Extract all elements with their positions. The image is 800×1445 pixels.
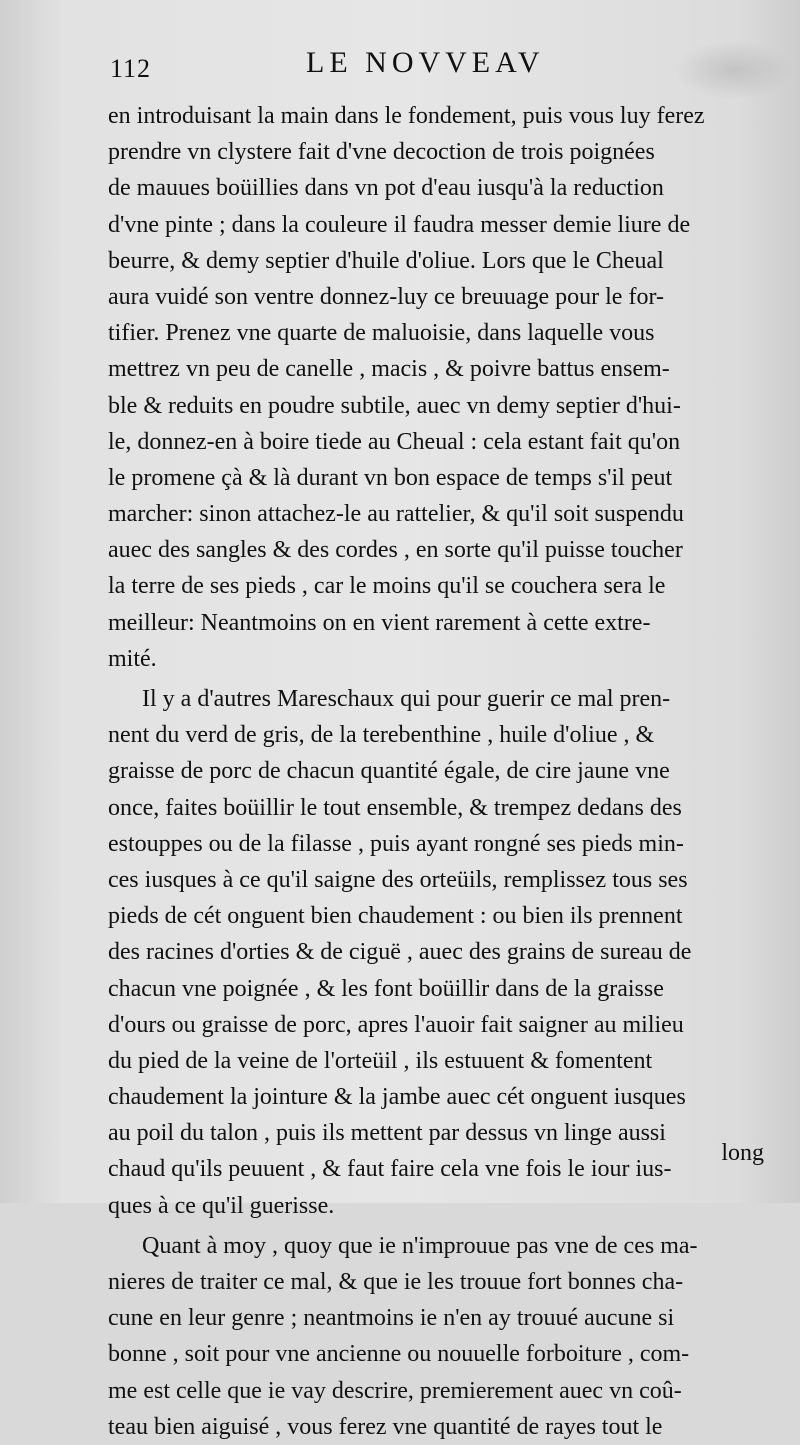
text-line: nieres de traiter ce mal, & que ie les trouue fort bonnes cha-	[108, 1269, 684, 1295]
page-number: 112	[110, 54, 152, 83]
text-line: nent du verd de gris, de la terebenthine , huile d'oliue , &	[108, 722, 655, 749]
text-line: teau bien aiguisé , vous ferez vne quantité de rayes tout le	[108, 1413, 663, 1440]
text-line: chaudement la jointure & la jambe auec cét onguent iusques	[108, 1084, 686, 1111]
text-line: ble & reduits en poudre subtile, auec vn demy septier d'hui-	[108, 392, 681, 419]
paragraph	[108, 1228, 772, 1445]
text-line: ques à ce qu'il guerisse.	[108, 1192, 335, 1219]
text-line: pieds de cét onguent bien chaudement : ou bien ils prennent	[108, 903, 683, 930]
text-line: tifier. Prenez vne quarte de maluoisie, dans laquelle vous	[108, 320, 655, 347]
text-line: le, donnez-en à boire tiede au Cheual : cela estant fait qu'on	[108, 428, 681, 455]
text-line: Quant à moy , quoy que ie n'improuue pas vne de ces ma-	[142, 1232, 698, 1259]
body-text	[108, 98, 772, 1445]
page-header	[110, 46, 770, 86]
text-line: la terre de ses pieds , car le moins qu'il se couchera sera le	[108, 573, 666, 600]
text-line: beurre, & demy septier d'huile d'oliue. Lors que le Cheual	[108, 247, 664, 274]
text-line: graisse de porc de chacun quantité égale, de cire jaune vne	[108, 758, 670, 785]
text-line: du pied de la veine de l'orteüil , ils estuuent & fomentent	[108, 1047, 653, 1074]
text-line: le promene çà & là durant vn bon espace de temps s'il peut	[108, 464, 673, 491]
text-line: estouppes ou de la filasse , puis ayant rongné ses pieds min-	[108, 830, 684, 857]
text-line: once, faites boüillir le tout ensemble, & trempez dedans des	[108, 794, 682, 821]
text-line: chaud qu'ils peuuent , & faut faire cela vne fois le iour ius-	[108, 1156, 672, 1183]
paragraph	[108, 681, 772, 1224]
text-line: au poil du talon , puis ils mettent par dessus vn linge aussi	[108, 1120, 666, 1147]
text-line: mité.	[108, 645, 157, 672]
text-line: me est celle que ie vay descrire, premierement auec vn coû-	[108, 1377, 682, 1404]
text-line: d'ours ou graisse de porc, apres l'auoir fait saigner au milieu	[108, 1011, 684, 1038]
text-line: en introduisant la main dans le fondement, puis vous luy ferez	[108, 103, 705, 129]
text-line: des racines d'orties & de ciguë , auec des grains de sureau de	[108, 939, 692, 966]
running-title: LE NOVVEAV	[306, 46, 545, 79]
text-line: d'vne pinte ; dans la couleure il faudra messer demie liure de	[108, 211, 691, 238]
text-line: auec des sangles & des cordes , en sorte qu'il puisse toucher	[108, 537, 683, 564]
paragraph	[108, 98, 772, 677]
text-line: marcher: sinon attachez-le au rattelier, & qu'il soit suspendu	[108, 501, 684, 528]
text-line: de mauues boüillies dans vn pot d'eau iusqu'à la reduction	[108, 175, 664, 202]
text-line: chacun vne poignée , & les font boüillir dans de la graisse	[108, 975, 664, 1002]
text-line: Il y a d'autres Mareschaux qui pour guerir ce mal pren-	[142, 686, 671, 712]
catchword: long	[721, 1140, 764, 1166]
text-line: ces iusques à ce qu'il saigne des orteüils, remplissez tous ses	[108, 866, 688, 893]
text-line: aura vuidé son ventre donnez-luy ce breuuage pour le for-	[108, 283, 664, 310]
text-line: meilleur: Neantmoins on en vient rarement à cette extre-	[108, 609, 651, 636]
text-line: mettrez vn peu de canelle , macis , & poivre battus ensem-	[108, 356, 670, 383]
text-line: bonne , soit pour vne ancienne ou nouuelle forboiture , com-	[108, 1341, 690, 1368]
text-line: cune en leur genre ; neantmoins ie n'en ay trouué aucune si	[108, 1305, 675, 1332]
text-line: prendre vn clystere fait d'vne decoction de trois poignées	[108, 139, 655, 166]
